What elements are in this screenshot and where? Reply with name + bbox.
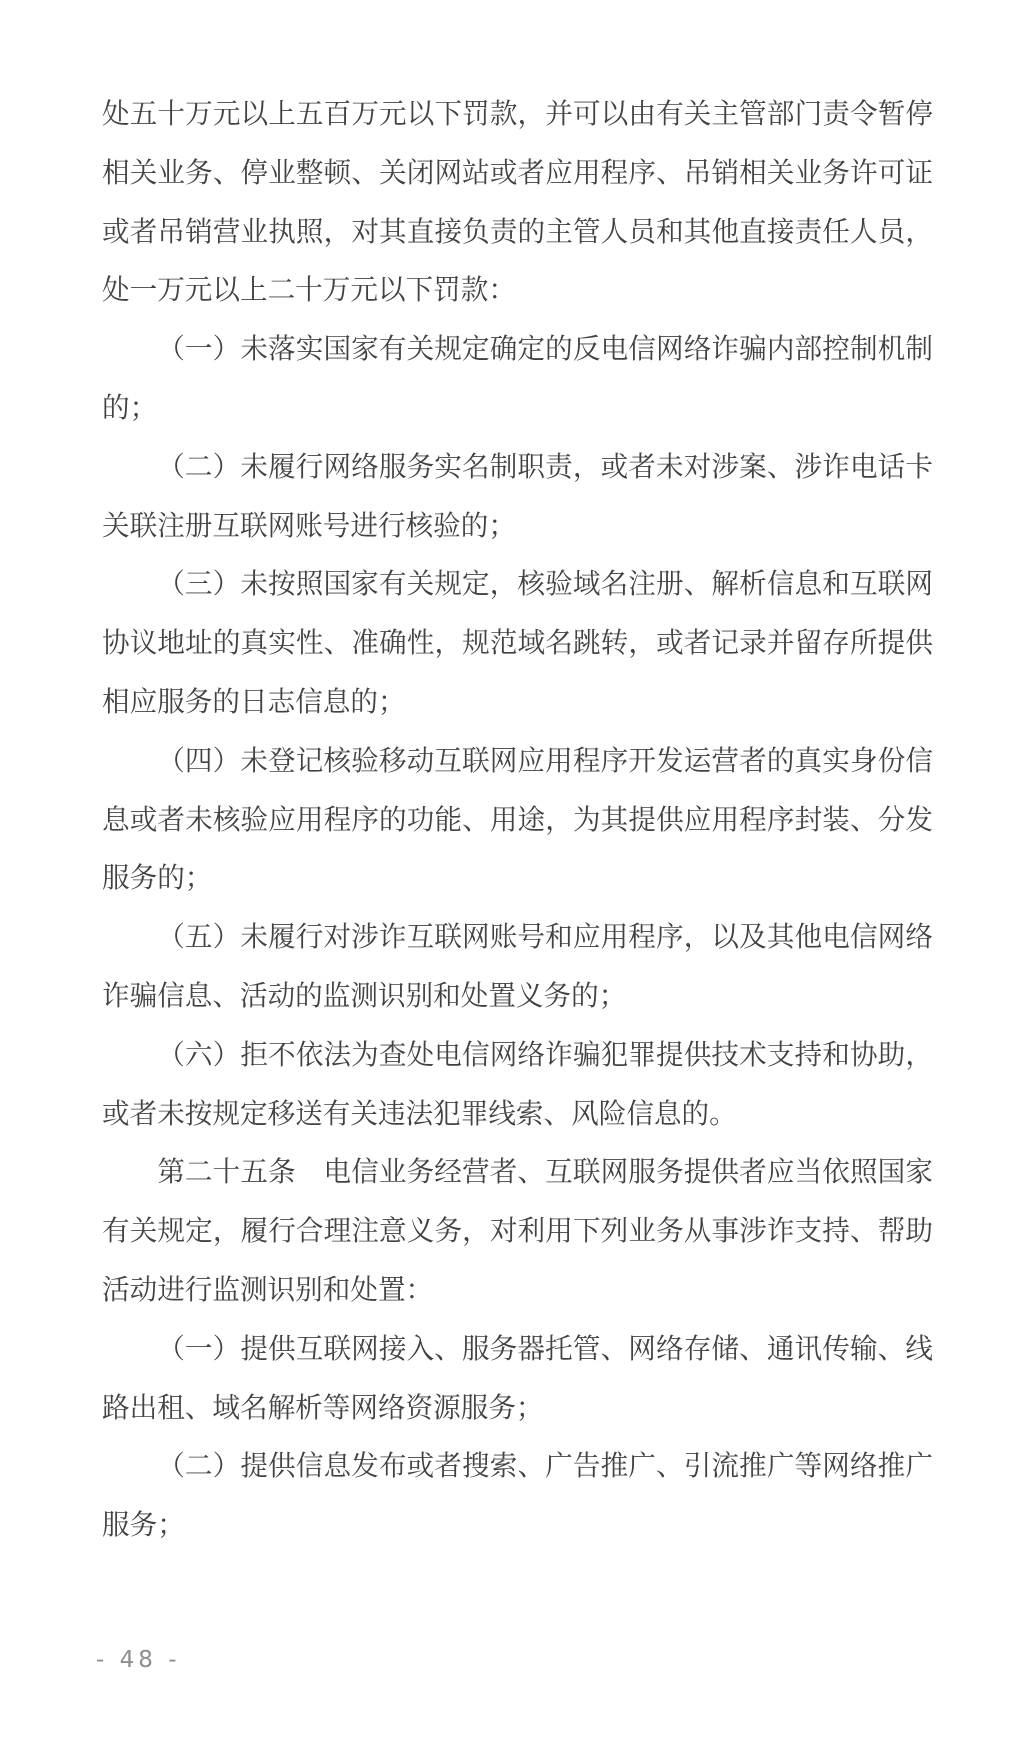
text-line: 息或者未核验应用程序的功能、用途，为其提供应用程序封装、分发 xyxy=(102,802,933,836)
text-line: 服务的； xyxy=(102,861,213,895)
text-line: 的； xyxy=(102,390,158,424)
text-line-item-4: （四）未登记核验移动互联网应用程序开发运营者的真实身份信 xyxy=(157,743,933,777)
text-line: 相关业务、停业整顿、关闭网站或者应用程序、吊销相关业务许可证 xyxy=(102,155,933,189)
text-line-item-2: （二）未履行网络服务实名制职责，或者未对涉案、涉诈电话卡 xyxy=(157,449,933,483)
text-line: 或者吊销营业执照，对其直接负责的主管人员和其他直接责任人员， xyxy=(102,214,933,248)
text-line: 或者未按规定移送有关违法犯罪线索、风险信息的。 xyxy=(102,1096,737,1130)
text-line-item-5: （五）未履行对涉诈互联网账号和应用程序，以及其他电信网络 xyxy=(157,920,933,954)
text-line-item-3: （三）未按照国家有关规定，核验域名注册、解析信息和互联网 xyxy=(157,567,933,601)
text-line-item-1b: （一）提供互联网接入、服务器托管、网络存储、通讯传输、线 xyxy=(157,1331,933,1365)
text-line: 路出租、域名解析等网络资源服务； xyxy=(102,1390,544,1424)
text-line-article-25: 第二十五条 电信业务经营者、互联网服务提供者应当依照国家 xyxy=(157,1155,933,1189)
text-line: 相应服务的日志信息的； xyxy=(102,684,406,718)
text-line: 活动进行监测识别和处置： xyxy=(102,1272,434,1306)
text-line: 诈骗信息、活动的监测识别和处置义务的； xyxy=(102,978,627,1012)
text-line: 协议地址的真实性、准确性，规范域名跳转，或者记录并留存所提供 xyxy=(102,626,933,660)
text-line: 服务； xyxy=(102,1508,185,1542)
text-line-item-1: （一）未落实国家有关规定确定的反电信网络诈骗内部控制机制 xyxy=(157,332,933,366)
text-line: 有关规定，履行合理注意义务，对利用下列业务从事涉诈支持、帮助 xyxy=(102,1214,933,1248)
text-line-item-2b: （二）提供信息发布或者搜索、广告推广、引流推广等网络推广 xyxy=(157,1449,933,1483)
text-line: 处一万元以上二十万元以下罚款： xyxy=(102,273,516,307)
text-line-item-6: （六）拒不依法为查处电信网络诈骗犯罪提供技术支持和协助， xyxy=(157,1037,933,1071)
page-number: - 48 - xyxy=(96,1647,181,1673)
text-line: 关联注册互联网账号进行核验的； xyxy=(102,508,516,542)
legal-text-block xyxy=(102,85,933,1555)
text-line: 处五十万元以上五百万元以下罚款，并可以由有关主管部门责令暂停 xyxy=(102,97,933,130)
